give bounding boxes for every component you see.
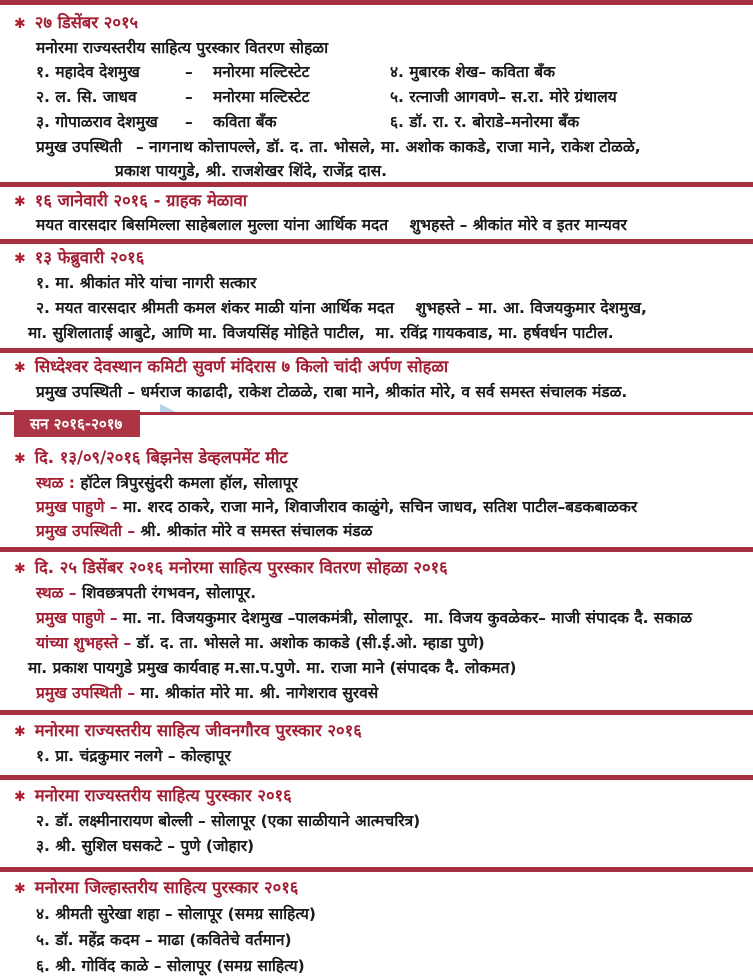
event-date: १३ फेब्रुवारी २०१६ — [34, 248, 145, 267]
award-item: ६. श्री. गोविंद काळे – सोलापूर (समग्र साहित्य) — [36, 957, 305, 975]
attendees-names-continued: प्रकाश पायगुडे, श्री. राजशेखर शिंदे, राजेंद्र दास. — [115, 162, 388, 180]
section-event-2016-12-25 — [0, 552, 753, 710]
hands-line-continued: मा. प्रकाश पायगुडे प्रमुख कार्यवाह म.सा.प.पुणे. मा. राजा माने (संपादक दै. लोकमत) — [28, 659, 517, 677]
awardee-name: ३. गोपाळराव देशमुख — [36, 113, 158, 131]
dash: – — [185, 63, 193, 81]
star-bullet-icon: ✱ — [14, 16, 26, 32]
section-award-rajyastariya-2016 — [0, 780, 753, 867]
awardee-name: १. महादेव देशमुख — [36, 63, 140, 81]
event-heading — [14, 189, 745, 214]
attendees-line — [36, 135, 745, 160]
year-banner-label: सन २०१६-२०१७ — [30, 414, 123, 433]
guests-label: प्रमुख पाहुणे – — [36, 609, 118, 627]
awardee-right: ५. रत्नाजी आगवणे– स.रा. मोरे ग्रंथालय — [390, 88, 617, 106]
awardee-name: २. ल. सि. जाधव — [36, 88, 137, 106]
star-bullet-icon: ✱ — [14, 881, 26, 897]
hands-label: यांच्या शुभहस्ते – — [36, 634, 132, 652]
event-title: सिध्देश्वर देवस्थान कमिटी सुवर्ण मंदिरास ७ किलो चांदी अर्पण सोहळा — [34, 357, 449, 376]
event-heading — [14, 246, 745, 271]
banner-fold-icon — [160, 404, 176, 412]
event-date: दि. १३/०९/२०१६ बिझनेस डेव्हलपमेंट मीट — [34, 448, 288, 467]
presence-label: प्रमुख उपस्थिती – — [36, 522, 136, 540]
award-title: मनोरमा राज्यस्तरीय साहित्य पुरस्कार २०१६ — [34, 786, 292, 805]
dash: – — [185, 113, 193, 131]
venue-value: शिवछत्रपती रंगभवन, सोलापूर. — [76, 584, 257, 602]
guests-line — [36, 606, 745, 631]
award-title: मनोरमा जिल्हास्तरीय साहित्य पुरस्कार २०१६ — [34, 878, 299, 897]
year-banner — [14, 410, 140, 437]
attendees-label: प्रमुख उपस्थिती — [36, 138, 122, 156]
event-heading — [14, 556, 745, 581]
star-bullet-icon: ✱ — [14, 561, 26, 577]
star-bullet-icon: ✱ — [14, 789, 26, 805]
guests-value: मा. ना. विजयकुमार देशमुख –पालकमंत्री, सोलापूर. मा. विजय कुवळेकर– माजी संपादक दै. सकाळ — [117, 609, 693, 627]
section-event-siddheshwar — [0, 353, 753, 405]
star-bullet-icon: ✱ — [14, 451, 26, 467]
award-item: ४. श्रीमती सुरेखा शहा – सोलापूर (समग्र साहित्य) — [36, 905, 316, 923]
section-award-jilhastariya-2016 — [0, 872, 753, 979]
event-date: २७ डिसेंबर २०१५ — [34, 13, 139, 32]
attendees-line: प्रमुख उपस्थिती – धर्मराज काढादी, राकेश टोळळे, राबा माने, श्रीकांत मोरे, व सर्व समस्त संचालक मंडळ. — [36, 383, 628, 401]
star-bullet-icon: ✱ — [14, 194, 26, 210]
event-date: दि. २५ डिसेंबर २०१६ मनोरमा साहित्य पुरस्कार वितरण सोहळा २०१६ — [34, 558, 448, 577]
event-detail: मयत वारसदार बिसमिल्ला साहेबलाल मुल्ला यांना आर्थिक मदत शुभहस्ते – श्रीकांत मोरे व इतर मान्यवर — [36, 216, 627, 234]
venue-label: स्थळ – — [36, 584, 77, 602]
guests-line — [36, 495, 745, 519]
event-title: मनोरमा राज्यस्तरीय साहित्य पुरस्कार वितरण सोहळा — [36, 39, 329, 57]
event-item: २. मयत वारसदार श्रीमती कमल शंकर माळी यांना आर्थिक मदत शुभहस्ते – मा. आ. विजयकुमार देशमुख, — [36, 299, 647, 317]
section-award-jeevangaurav-2016 — [0, 715, 753, 775]
presence-value: मा. श्रीकांत मोरे मा. श्री. नागेशराव सुरवसे — [135, 684, 379, 702]
venue-line — [36, 471, 745, 495]
event-date: १६ जानेवारी २०१६ - ग्राहक मेळावा — [34, 191, 248, 210]
event-heading — [14, 446, 745, 471]
presence-line — [36, 519, 745, 543]
award-heading — [14, 784, 745, 809]
section-event-2016-09-13 — [0, 446, 753, 547]
event-item: १. मा. श्रीकांत मोरे यांचा नागरी सत्कार — [36, 274, 257, 292]
event-item-continued: मा. सुशिलाताई आबुटे, आणि मा. विजयसिंह मोहिते पाटील, मा. रविंद्र गायकवाड, मा. हर्षवर्धन पाटील. — [28, 324, 614, 342]
star-bullet-icon: ✱ — [14, 724, 26, 740]
award-item: ५. डॉ. महेंद्र कदम – माढा (कवितेचे वर्तमान) — [36, 931, 292, 949]
attendees-names: – नागनाथ कोत्तापल्ले, डॉ. द. ता. भोसले, मा. अशोक काकडे, राजा माने, राकेश टोळळे, — [135, 138, 641, 156]
presence-value: श्री. श्रीकांत मोरे व समस्त संचालक मंडळ — [135, 522, 373, 540]
awardee-row — [36, 60, 745, 85]
awardee-org: मनोरमा मल्टिस्टेट — [213, 88, 310, 106]
year-banner-row — [0, 410, 753, 437]
hands-line — [36, 631, 745, 656]
star-bullet-icon: ✱ — [14, 360, 26, 376]
awardee-right: ६. डॉ. रा. र. बोराडे–मनोरमा बँक — [390, 113, 580, 131]
hands-value: डॉ. द. ता. भोसले मा. अशोक काकडे (सी.ई.ओ. म्हाडा पुणे) — [131, 634, 485, 652]
dash: – — [185, 88, 193, 106]
awardee-row — [36, 85, 745, 110]
awardee-row — [36, 110, 745, 135]
section-event-2015-12-27 — [0, 5, 753, 182]
event-heading — [14, 11, 745, 36]
section-event-2016-02-13 — [0, 244, 753, 348]
section-event-2016-01-16 — [0, 187, 753, 239]
award-item: ३. श्री. सुशिल घसकटे – पुणे (जोहार) — [36, 837, 255, 855]
award-heading — [14, 719, 745, 744]
presence-label: प्रमुख उपस्थिती – — [36, 684, 136, 702]
guests-value: मा. शरद ठाकरे, राजा माने, शिवाजीराव काळुंगे, सचिन जाधव, सतिश पाटील–बडकबाळकर — [117, 498, 638, 516]
venue-label: स्थळ : — [36, 474, 75, 492]
awardee-org: कविता बँक — [213, 113, 277, 131]
presence-line — [36, 681, 745, 706]
awardee-right: ४. मुबारक शेख– कविता बँक — [390, 63, 556, 81]
venue-value: हॉटेल त्रिपुरसुंदरी कमला हॉल, सोलापूर — [75, 474, 298, 492]
star-bullet-icon: ✱ — [14, 251, 26, 267]
award-item: २. डॉ. लक्ष्मीनारायण बोल्ली – सोलापूर (एका साळीयाने आत्मचरित्र) — [36, 812, 421, 830]
guests-label: प्रमुख पाहुणे – — [36, 498, 118, 516]
award-item: १. प्रा. चंद्रकुमार नलगे – कोल्हापूर — [36, 747, 231, 765]
awardee-org: मनोरमा मल्टिस्टेट — [213, 63, 310, 81]
event-heading — [14, 355, 745, 380]
venue-line — [36, 581, 745, 606]
award-heading — [14, 876, 745, 901]
award-title: मनोरमा राज्यस्तरीय साहित्य जीवनगौरव पुरस्कार २०१६ — [34, 721, 362, 740]
